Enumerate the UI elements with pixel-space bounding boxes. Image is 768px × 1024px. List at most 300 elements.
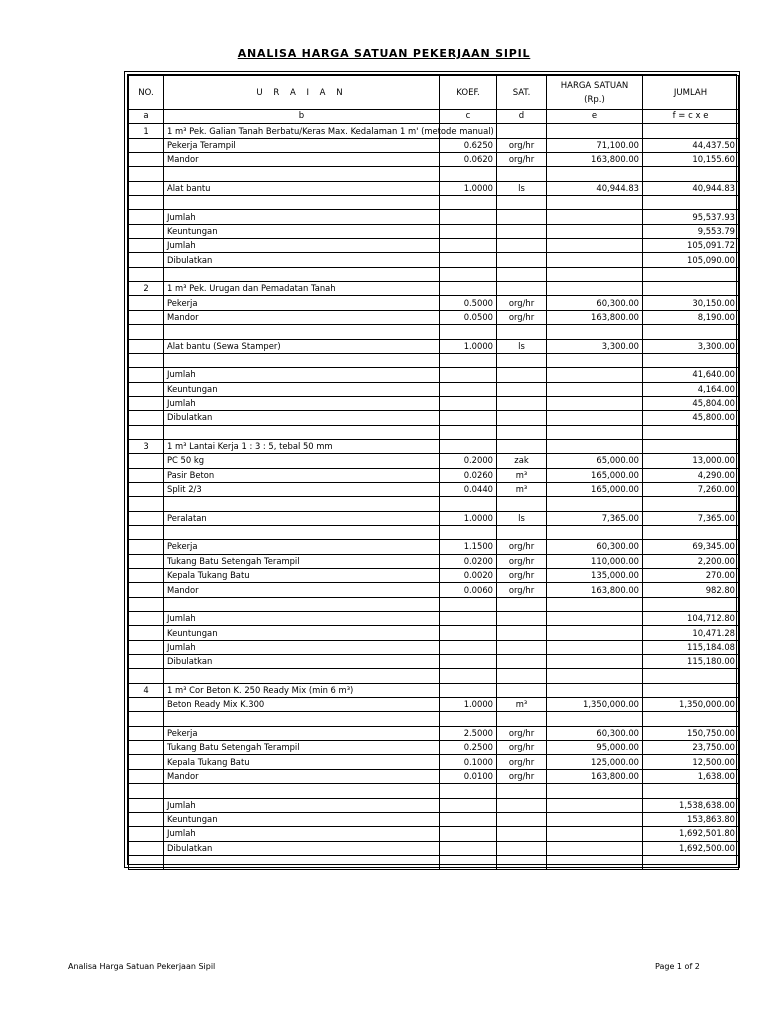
cell-no: [129, 210, 164, 224]
cell-harga-satuan: [547, 798, 643, 812]
cell-koef: [440, 812, 497, 826]
cell-koef: 0.2000: [440, 454, 497, 468]
cell-harga-satuan: [547, 124, 643, 138]
cell-sat: org/hr: [497, 769, 547, 783]
cell-koef: [440, 669, 497, 683]
cell-sat: [497, 396, 547, 410]
cell-no: [129, 698, 164, 712]
cell-harga-satuan: 40,944.83: [547, 181, 643, 195]
cell-jumlah: 105,091.72: [643, 239, 739, 253]
cell-koef: 0.6250: [440, 138, 497, 152]
cell-uraian: Jumlah: [164, 368, 440, 382]
cell-harga-satuan: [547, 626, 643, 640]
cell-jumlah: 23,750.00: [643, 741, 739, 755]
cell-jumlah: 7,365.00: [643, 511, 739, 525]
cell-uraian: Jumlah: [164, 612, 440, 626]
cell-no: [129, 511, 164, 525]
letter-jumlah: f = c x e: [643, 110, 739, 124]
cell-sat: org/hr: [497, 540, 547, 554]
cell-koef: [440, 439, 497, 453]
cell-sat: org/hr: [497, 310, 547, 324]
cell-jumlah: [643, 497, 739, 511]
cell-jumlah: [643, 525, 739, 539]
cell-jumlah: 45,804.00: [643, 396, 739, 410]
cell-no: [129, 798, 164, 812]
cell-harga-satuan: [547, 855, 643, 869]
cell-harga-satuan: [547, 239, 643, 253]
cell-harga-satuan: [547, 282, 643, 296]
table-row: [129, 167, 739, 181]
cell-uraian: Pekerja: [164, 540, 440, 554]
cell-sat: org/hr: [497, 569, 547, 583]
cell-sat: org/hr: [497, 138, 547, 152]
table-row: [129, 411, 739, 425]
cell-harga-satuan: 165,000.00: [547, 482, 643, 496]
cell-jumlah: [643, 167, 739, 181]
cell-harga-satuan: [547, 784, 643, 798]
cell-sat: [497, 167, 547, 181]
table-row: [129, 353, 739, 367]
cell-koef: [440, 425, 497, 439]
table-row: [129, 683, 739, 697]
cell-uraian: Split 2/3: [164, 482, 440, 496]
cell-koef: 0.0260: [440, 468, 497, 482]
cell-jumlah: [643, 855, 739, 869]
cell-no: [129, 712, 164, 726]
cell-sat: m³: [497, 698, 547, 712]
table-row: [129, 253, 739, 267]
table-row: [129, 741, 739, 755]
cell-harga-satuan: [547, 640, 643, 654]
cell-sat: [497, 798, 547, 812]
cell-koef: [440, 497, 497, 511]
cell-no: [129, 597, 164, 611]
cell-harga-satuan: [547, 425, 643, 439]
cell-koef: 1.1500: [440, 540, 497, 554]
cell-uraian: [164, 196, 440, 210]
cell-harga-satuan: [547, 353, 643, 367]
cell-jumlah: [643, 124, 739, 138]
cell-jumlah: [643, 425, 739, 439]
cell-sat: [497, 597, 547, 611]
cell-sat: m³: [497, 482, 547, 496]
header-jumlah: JUMLAH: [643, 76, 739, 110]
cell-no: 3: [129, 439, 164, 453]
cell-no: [129, 325, 164, 339]
cell-uraian: Keuntungan: [164, 382, 440, 396]
cell-no: 2: [129, 282, 164, 296]
table-row: [129, 540, 739, 554]
cell-harga-satuan: [547, 597, 643, 611]
cell-jumlah: [643, 267, 739, 281]
cell-sat: [497, 411, 547, 425]
cell-jumlah: 7,260.00: [643, 482, 739, 496]
cell-no: [129, 196, 164, 210]
cell-uraian: [164, 267, 440, 281]
cell-no: [129, 468, 164, 482]
cell-koef: 0.0500: [440, 310, 497, 324]
cell-uraian: Jumlah: [164, 239, 440, 253]
cell-koef: [440, 683, 497, 697]
cell-sat: [497, 425, 547, 439]
cell-koef: [440, 784, 497, 798]
cell-jumlah: 982.80: [643, 583, 739, 597]
cell-harga-satuan: [547, 253, 643, 267]
cell-harga-satuan: [547, 167, 643, 181]
cell-no: [129, 382, 164, 396]
cell-harga-satuan: [547, 325, 643, 339]
cell-koef: 0.1000: [440, 755, 497, 769]
cell-sat: ls: [497, 339, 547, 353]
cell-koef: 1.0000: [440, 698, 497, 712]
cell-uraian: Mandor: [164, 310, 440, 324]
cell-sat: [497, 612, 547, 626]
cell-no: [129, 655, 164, 669]
cell-koef: [440, 253, 497, 267]
cell-jumlah: [643, 439, 739, 453]
cell-no: [129, 482, 164, 496]
cell-sat: [497, 267, 547, 281]
table-header-row: [129, 76, 739, 110]
table-row: [129, 511, 739, 525]
cell-no: [129, 554, 164, 568]
header-no: NO.: [129, 76, 164, 110]
cell-koef: 1.0000: [440, 339, 497, 353]
letter-harga: e: [547, 110, 643, 124]
cell-no: [129, 167, 164, 181]
cell-sat: org/hr: [497, 741, 547, 755]
table-row: [129, 310, 739, 324]
cell-harga-satuan: 60,300.00: [547, 540, 643, 554]
cell-jumlah: 105,090.00: [643, 253, 739, 267]
cell-jumlah: 270.00: [643, 569, 739, 583]
cell-uraian: Tukang Batu Setengah Terampil: [164, 554, 440, 568]
cell-jumlah: [643, 683, 739, 697]
cell-no: [129, 138, 164, 152]
header-sat: SAT.: [497, 76, 547, 110]
table-row: [129, 425, 739, 439]
cell-sat: org/hr: [497, 296, 547, 310]
table-row: [129, 368, 739, 382]
analysis-table: [128, 75, 739, 870]
cell-jumlah: 4,290.00: [643, 468, 739, 482]
cell-jumlah: 13,000.00: [643, 454, 739, 468]
cell-uraian: Pekerja: [164, 296, 440, 310]
cell-sat: [497, 655, 547, 669]
cell-jumlah: 115,180.00: [643, 655, 739, 669]
cell-koef: 0.0200: [440, 554, 497, 568]
table-row: [129, 239, 739, 253]
cell-sat: [497, 525, 547, 539]
cell-sat: org/hr: [497, 583, 547, 597]
cell-uraian: Alat bantu: [164, 181, 440, 195]
cell-uraian: Pasir Beton: [164, 468, 440, 482]
cell-sat: [497, 239, 547, 253]
cell-no: [129, 396, 164, 410]
cell-jumlah: 1,638.00: [643, 769, 739, 783]
cell-no: [129, 253, 164, 267]
cell-uraian: Beton Ready Mix K.300: [164, 698, 440, 712]
cell-jumlah: 45,800.00: [643, 411, 739, 425]
table-row: [129, 468, 739, 482]
table-row: [129, 153, 739, 167]
cell-harga-satuan: 60,300.00: [547, 296, 643, 310]
header-uraian: U R A I A N: [164, 76, 440, 110]
cell-koef: [440, 353, 497, 367]
table-row: [129, 382, 739, 396]
cell-koef: [440, 239, 497, 253]
cell-sat: [497, 855, 547, 869]
cell-jumlah: [643, 784, 739, 798]
cell-uraian: PC 50 kg: [164, 454, 440, 468]
cell-sat: [497, 124, 547, 138]
cell-harga-satuan: 1,350,000.00: [547, 698, 643, 712]
table-row: [129, 812, 739, 826]
cell-jumlah: [643, 712, 739, 726]
cell-no: [129, 741, 164, 755]
cell-koef: [440, 626, 497, 640]
cell-harga-satuan: 165,000.00: [547, 468, 643, 482]
cell-harga-satuan: 135,000.00: [547, 569, 643, 583]
cell-harga-satuan: 7,365.00: [547, 511, 643, 525]
cell-uraian: [164, 712, 440, 726]
table-body: [129, 124, 739, 870]
table-row: [129, 282, 739, 296]
cell-koef: [440, 224, 497, 238]
cell-harga-satuan: 65,000.00: [547, 454, 643, 468]
table-row: [129, 827, 739, 841]
cell-uraian: Jumlah: [164, 798, 440, 812]
cell-no: [129, 267, 164, 281]
cell-no: [129, 353, 164, 367]
cell-harga-satuan: [547, 612, 643, 626]
table-row: [129, 655, 739, 669]
cell-koef: 1.0000: [440, 181, 497, 195]
cell-sat: [497, 196, 547, 210]
cell-jumlah: 30,150.00: [643, 296, 739, 310]
table-row: [129, 597, 739, 611]
cell-sat: org/hr: [497, 755, 547, 769]
cell-no: [129, 368, 164, 382]
cell-no: [129, 569, 164, 583]
cell-harga-satuan: 71,100.00: [547, 138, 643, 152]
cell-uraian: [164, 669, 440, 683]
header-harga-satuan: [547, 76, 643, 110]
cell-uraian: Kepala Tukang Batu: [164, 755, 440, 769]
cell-uraian: Jumlah: [164, 640, 440, 654]
table-row: [129, 583, 739, 597]
footer-page-number: Page 1 of 2: [655, 962, 700, 971]
table-row: [129, 784, 739, 798]
cell-uraian: Jumlah: [164, 827, 440, 841]
cell-uraian: [164, 525, 440, 539]
column-letter-row: [129, 110, 739, 124]
cell-koef: 0.2500: [440, 741, 497, 755]
cell-no: [129, 454, 164, 468]
cell-koef: 2.5000: [440, 726, 497, 740]
cell-uraian: [164, 784, 440, 798]
cell-koef: [440, 841, 497, 855]
table-row: [129, 612, 739, 626]
cell-no: [129, 239, 164, 253]
cell-koef: [440, 411, 497, 425]
cell-sat: [497, 841, 547, 855]
cell-koef: [440, 210, 497, 224]
cell-koef: [440, 382, 497, 396]
cell-uraian: [164, 167, 440, 181]
letter-sat: d: [497, 110, 547, 124]
cell-sat: [497, 210, 547, 224]
cell-harga-satuan: 163,800.00: [547, 583, 643, 597]
cell-harga-satuan: [547, 812, 643, 826]
cell-harga-satuan: [547, 525, 643, 539]
cell-sat: [497, 669, 547, 683]
cell-harga-satuan: 3,300.00: [547, 339, 643, 353]
table-row: [129, 296, 739, 310]
cell-jumlah: 8,190.00: [643, 310, 739, 324]
cell-uraian: [164, 497, 440, 511]
analysis-sheet: [124, 71, 740, 868]
table-row: [129, 181, 739, 195]
table-row: [129, 726, 739, 740]
cell-jumlah: 40,944.83: [643, 181, 739, 195]
cell-jumlah: 1,538,638.00: [643, 798, 739, 812]
cell-jumlah: 3,300.00: [643, 339, 739, 353]
cell-uraian: [164, 855, 440, 869]
cell-harga-satuan: 163,800.00: [547, 769, 643, 783]
cell-uraian: 1 m³ Cor Beton K. 250 Ready Mix (min 6 m³): [164, 683, 440, 697]
cell-uraian: Peralatan: [164, 511, 440, 525]
table-row: [129, 769, 739, 783]
cell-uraian: Mandor: [164, 153, 440, 167]
table-row: [129, 325, 739, 339]
cell-harga-satuan: 110,000.00: [547, 554, 643, 568]
cell-jumlah: 12,500.00: [643, 755, 739, 769]
cell-jumlah: 2,200.00: [643, 554, 739, 568]
cell-uraian: Jumlah: [164, 210, 440, 224]
cell-jumlah: 4,164.00: [643, 382, 739, 396]
cell-uraian: Dibulatkan: [164, 411, 440, 425]
cell-jumlah: 115,184.08: [643, 640, 739, 654]
cell-jumlah: 104,712.80: [643, 612, 739, 626]
cell-no: [129, 626, 164, 640]
cell-sat: ls: [497, 511, 547, 525]
cell-sat: [497, 812, 547, 826]
cell-harga-satuan: [547, 497, 643, 511]
cell-no: [129, 755, 164, 769]
table-row: [129, 497, 739, 511]
cell-sat: [497, 224, 547, 238]
cell-sat: [497, 439, 547, 453]
cell-sat: m³: [497, 468, 547, 482]
table-row: [129, 640, 739, 654]
cell-sat: [497, 626, 547, 640]
cell-jumlah: 150,750.00: [643, 726, 739, 740]
cell-uraian: Jumlah: [164, 396, 440, 410]
cell-harga-satuan: [547, 210, 643, 224]
cell-uraian: [164, 425, 440, 439]
cell-no: [129, 769, 164, 783]
table-row: [129, 196, 739, 210]
cell-koef: [440, 612, 497, 626]
cell-uraian: Keuntungan: [164, 812, 440, 826]
cell-koef: 0.0620: [440, 153, 497, 167]
table-row: [129, 439, 739, 453]
cell-jumlah: 1,692,500.00: [643, 841, 739, 855]
cell-harga-satuan: [547, 196, 643, 210]
cell-koef: [440, 282, 497, 296]
cell-koef: 1.0000: [440, 511, 497, 525]
cell-koef: [440, 827, 497, 841]
cell-harga-satuan: 163,800.00: [547, 310, 643, 324]
table-row: [129, 454, 739, 468]
cell-sat: [497, 497, 547, 511]
cell-koef: [440, 167, 497, 181]
cell-no: [129, 224, 164, 238]
cell-no: [129, 726, 164, 740]
cell-uraian: 1 m³ Lantai Kerja 1 : 3 : 5, tebal 50 mm: [164, 439, 440, 453]
cell-harga-satuan: [547, 841, 643, 855]
cell-no: [129, 425, 164, 439]
cell-jumlah: [643, 282, 739, 296]
letter-uraian: b: [164, 110, 440, 124]
cell-jumlah: 10,471.28: [643, 626, 739, 640]
cell-no: [129, 310, 164, 324]
cell-harga-satuan: [547, 382, 643, 396]
cell-koef: [440, 396, 497, 410]
cell-harga-satuan: 125,000.00: [547, 755, 643, 769]
cell-uraian: Keuntungan: [164, 626, 440, 640]
cell-sat: org/hr: [497, 554, 547, 568]
cell-sat: zak: [497, 454, 547, 468]
cell-koef: [440, 798, 497, 812]
table-row: [129, 841, 739, 855]
cell-no: 1: [129, 124, 164, 138]
cell-koef: [440, 368, 497, 382]
cell-no: [129, 855, 164, 869]
table-row: [129, 210, 739, 224]
page-title: ANALISA HARGA SATUAN PEKERJAAN SIPIL: [237, 47, 531, 60]
cell-harga-satuan: [547, 827, 643, 841]
table-row: [129, 855, 739, 869]
table-row: [129, 554, 739, 568]
cell-sat: [497, 784, 547, 798]
cell-no: [129, 583, 164, 597]
table-row: [129, 755, 739, 769]
cell-uraian: 1 m³ Pek. Galian Tanah Berbatu/Keras Max. Kedalaman 1 m' (metode manual): [164, 124, 440, 138]
header-harga-line1: HARGA SATUAN: [560, 80, 629, 91]
table-row: [129, 698, 739, 712]
cell-jumlah: [643, 196, 739, 210]
table-row: [129, 525, 739, 539]
cell-jumlah: 10,155.60: [643, 153, 739, 167]
cell-uraian: Pekerja: [164, 726, 440, 740]
footer-document-name: Analisa Harga Satuan Pekerjaan Sipil: [68, 962, 216, 971]
cell-no: [129, 812, 164, 826]
cell-uraian: Tukang Batu Setengah Terampil: [164, 741, 440, 755]
cell-no: [129, 411, 164, 425]
cell-uraian: Dibulatkan: [164, 841, 440, 855]
cell-uraian: [164, 325, 440, 339]
cell-jumlah: 9,553.79: [643, 224, 739, 238]
cell-no: [129, 497, 164, 511]
cell-uraian: Alat bantu (Sewa Stamper): [164, 339, 440, 353]
cell-harga-satuan: [547, 396, 643, 410]
cell-no: [129, 612, 164, 626]
cell-no: 4: [129, 683, 164, 697]
cell-uraian: [164, 597, 440, 611]
table-row: [129, 267, 739, 281]
